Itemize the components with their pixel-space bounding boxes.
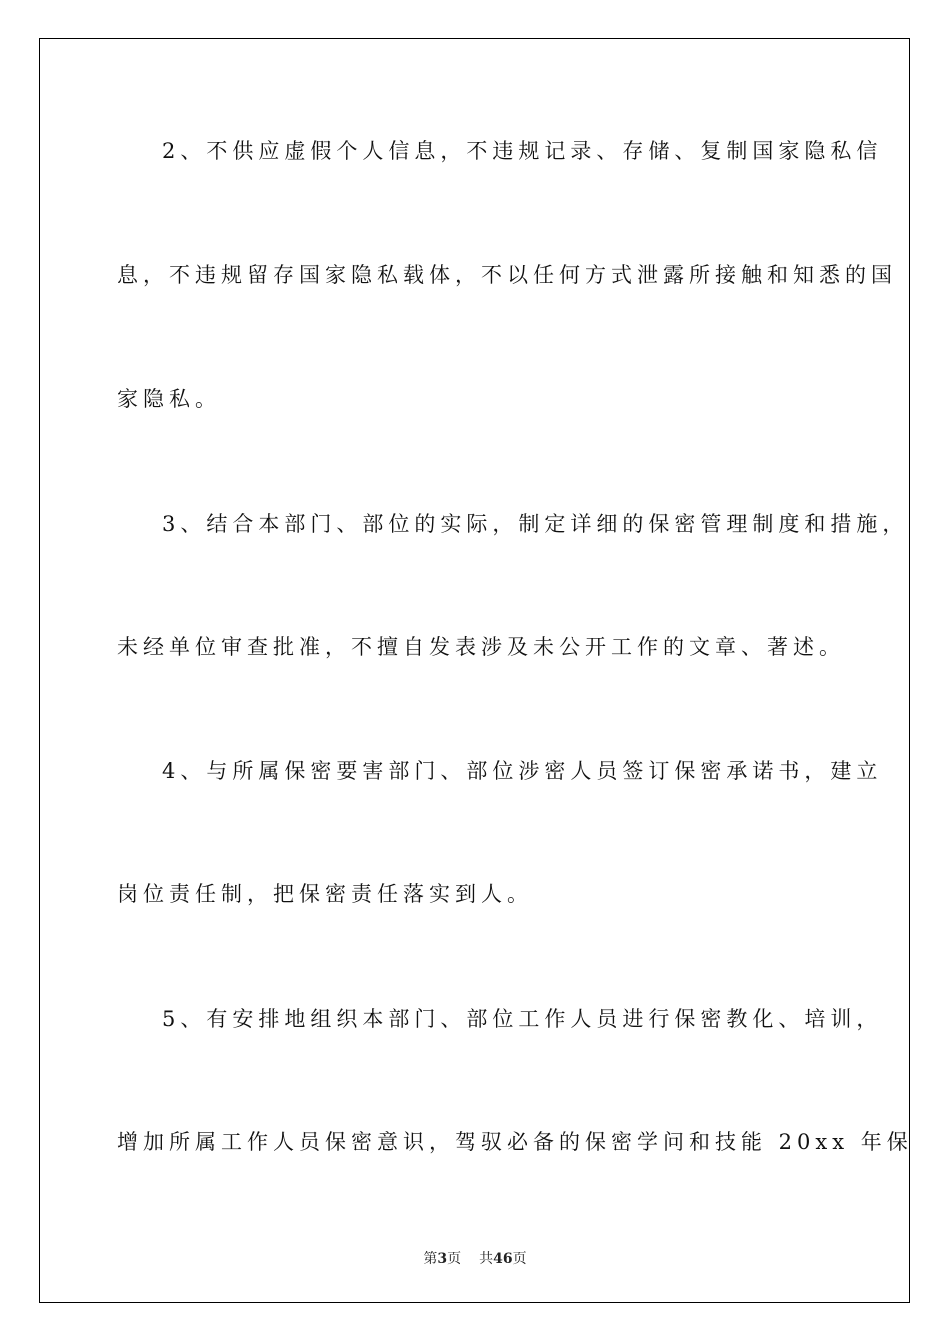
page-footer bbox=[0, 1248, 950, 1268]
paragraph-2-line-1: 2、不供应虚假个人信息，不违规记录、存储、复制国家隐私信 bbox=[162, 139, 883, 163]
page-number: 3 bbox=[437, 1251, 448, 1267]
paragraph-4-line-1: 4、与所属保密要害部门、部位涉密人员签订保密承诺书，建立 bbox=[162, 759, 883, 783]
page-border bbox=[39, 38, 913, 1303]
paragraph-3-line-2: 未经单位审查批准，不擅自发表涉及未公开工作的文章、著述。 bbox=[117, 635, 845, 659]
total-prefix: 共 bbox=[479, 1251, 494, 1267]
paragraph-4-line-2: 岗位责任制，把保密责任落实到人。 bbox=[117, 882, 533, 906]
paragraph-5-line-2: 增加所属工作人员保密意识，驾驭必备的保密学问和技能 20xx 年保 bbox=[117, 1130, 913, 1154]
total-pages: 46 bbox=[493, 1251, 513, 1267]
page-suffix: 页 bbox=[447, 1251, 462, 1267]
paragraph-5-line-1: 5、有安排地组织本部门、部位工作人员进行保密教化、培训， bbox=[162, 1007, 883, 1031]
total-suffix: 页 bbox=[512, 1251, 527, 1267]
page-prefix: 第 bbox=[423, 1251, 438, 1267]
paragraph-3-line-1: 3、结合本部门、部位的实际，制定详细的保密管理制度和措施， bbox=[162, 512, 909, 536]
paragraph-2-line-3: 家隐私。 bbox=[117, 387, 221, 411]
paragraph-2-line-2: 息，不违规留存国家隐私载体，不以任何方式泄露所接触和知悉的国 bbox=[117, 263, 897, 287]
